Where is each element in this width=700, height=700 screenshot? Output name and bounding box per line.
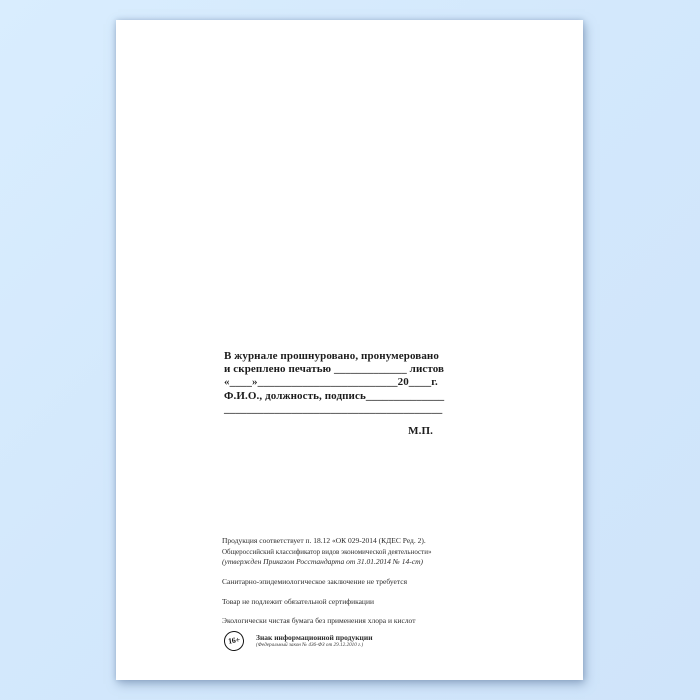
- binding-signature-line: Ф.И.О., должность, подпись______________: [224, 389, 445, 402]
- compliance-block: [222, 536, 452, 651]
- stamp-placeholder: М.П.: [408, 425, 433, 438]
- binding-blank-line: _______________________________________: [224, 402, 443, 415]
- ecology-note: Экологически чистая бумага без применения хлора и кислот: [222, 615, 416, 625]
- age-rating-label: Знак информационной продукции: [256, 633, 373, 642]
- sanitary-note: Санитарно-эпидемиологическое заключение не требуется: [222, 576, 408, 586]
- age-badge-text: 16+: [227, 634, 241, 646]
- product-compliance-line-2: Общероссийский классификатор видов экономической деятельности»: [222, 547, 432, 556]
- age-rating-row: [222, 631, 452, 651]
- document-page: [116, 20, 583, 680]
- binding-certification-block: [224, 350, 445, 438]
- certification-note: Товар не подлежит обязательной сертификации: [222, 596, 374, 606]
- age-16-plus-icon: [223, 630, 246, 653]
- product-compliance-line-3: (утвержден Приказом Росстандарта от 31.01.2014 № 14-ст): [222, 557, 423, 566]
- age-rating-law-reference: (Федеральный закон № 436-ФЗ от 29.12.2010 г.): [256, 642, 364, 648]
- product-compliance-line-1: Продукция соответствует п. 18.12 «ОК 029-2014 (КДЕС Ред. 2).: [222, 536, 426, 545]
- binding-statement-line-2: и скреплено печатью _____________ листов: [224, 363, 445, 376]
- age-rating-text: [256, 631, 373, 649]
- binding-statement-line-1: В журнале прошнуровано, пронумеровано: [224, 350, 439, 362]
- binding-date-line: «____»_________________________20____г.: [224, 376, 438, 389]
